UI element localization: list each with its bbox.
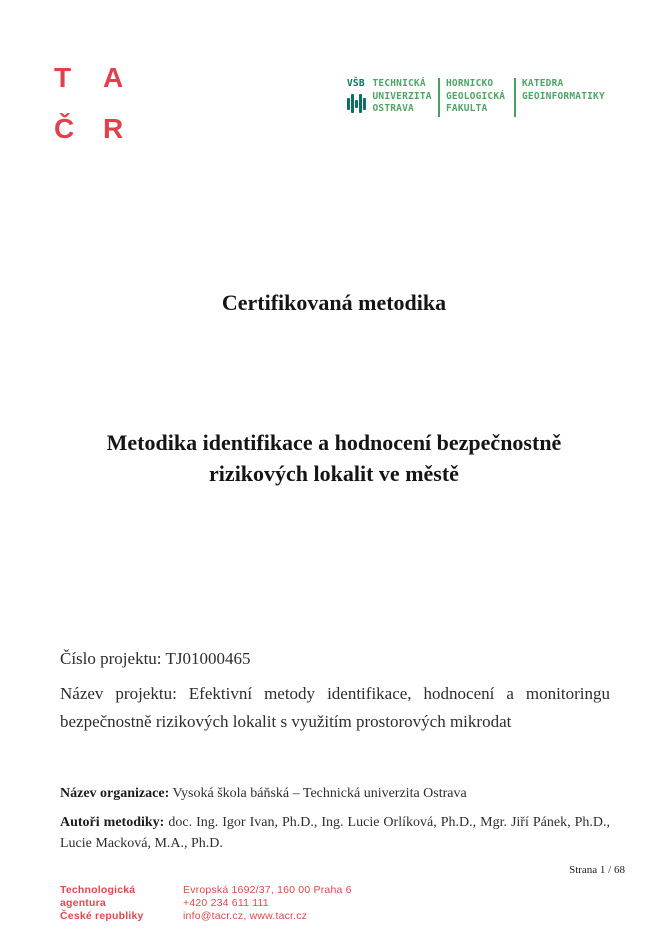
university-name-lines [373, 78, 432, 116]
methodology-title: Metodika identifikace a hodnocení bezpečnostně rizikových lokalit ve městě [106, 430, 562, 486]
university-name-column [347, 78, 438, 116]
footer-agency-line: agentura [60, 897, 106, 909]
faculty-line: HORNICKO [446, 78, 494, 89]
faculty-line: FAKULTA [446, 103, 488, 114]
soundwave-icon [347, 92, 366, 116]
university-line: UNIVERZITA [372, 90, 432, 102]
project-number-line: Číslo projektu: TJ01000465 [60, 649, 251, 668]
footer-contact-info [183, 884, 352, 923]
authors-value: doc. Ing. Igor Ivan, Ph.D., Ing. Lucie Orlíková, Ph.D., Mgr. Jiří Pánek, Ph.D., Lucie Macková, M.A., Ph.D. [60, 815, 610, 851]
authors-label: Autoři metodiky: [60, 815, 165, 830]
footer-agency-line: Technologická [60, 884, 136, 896]
tacr-letter-c: Č [54, 113, 75, 144]
vsb-acronym-stack [347, 78, 366, 116]
footer-email-web-line: info@tacr.cz, www.tacr.cz [183, 910, 308, 922]
department-line: GEOINFORMATIKY [522, 90, 605, 102]
document-type-heading: Certifikovaná metodika [221, 290, 447, 315]
tacr-letter-r: R [103, 113, 124, 144]
tacr-footer [60, 884, 352, 923]
tacr-letter-t: T [54, 62, 72, 93]
department-column [516, 78, 605, 103]
project-name-paragraph: Název projektu: Efektivní metody identifikace, hodnocení a monitoringu bezpečnostně rizikových lokalit s využitím prostorových mikrodat [60, 684, 610, 731]
vsb-university-logo [347, 78, 605, 117]
footer-address-line: Evropská 1692/37, 160 00 Praha 6 [183, 884, 352, 896]
vsb-acronym: VŠB [347, 78, 365, 89]
university-line: TECHNICKÁ [372, 78, 426, 89]
footer-phone-line: +420 234 611 111 [183, 897, 269, 909]
organization-line [60, 786, 610, 802]
organization-label: Název organizace: [60, 786, 170, 801]
faculty-column [440, 78, 514, 116]
authors-block [60, 812, 610, 854]
organization-value: Vysoká škola báňská – Technická univerzita Ostrava [169, 786, 467, 801]
department-line: KATEDRA [522, 78, 564, 89]
tacr-logo [54, 52, 152, 154]
footer-agency-name [60, 884, 183, 923]
footer-agency-line: České republiky [60, 910, 144, 922]
faculty-line: GEOLOGICKÁ [446, 90, 506, 102]
page-number: Strana 1 / 68 [569, 864, 625, 876]
university-line: OSTRAVA [372, 103, 414, 114]
tacr-letter-a: A [103, 62, 124, 93]
